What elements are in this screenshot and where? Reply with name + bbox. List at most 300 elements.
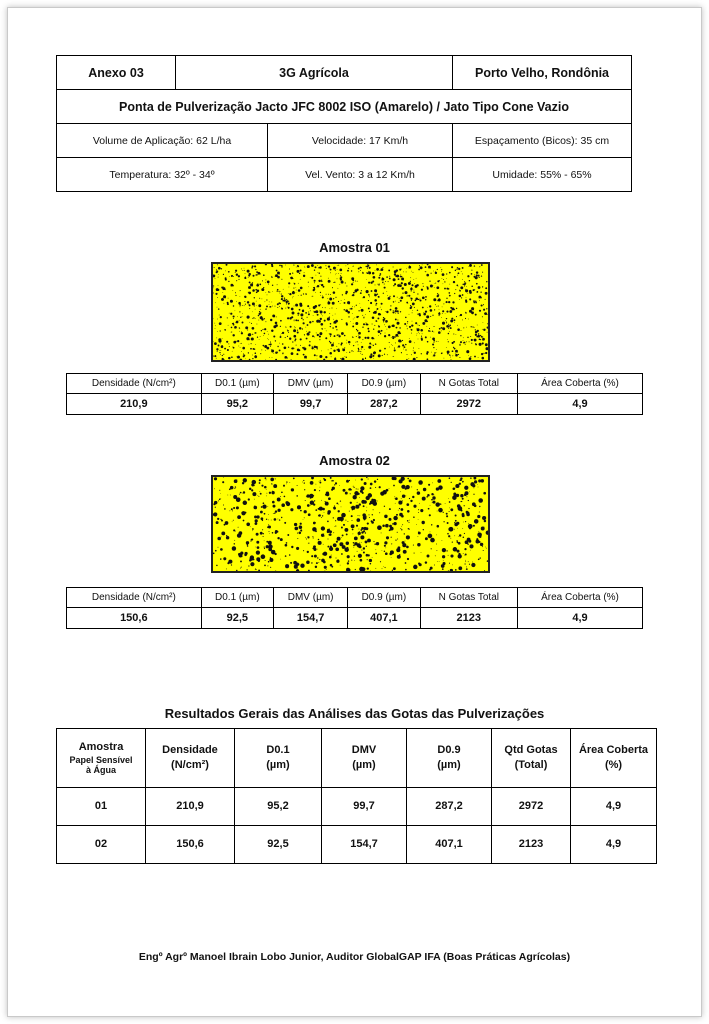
droplet	[392, 523, 394, 525]
droplet	[264, 547, 265, 548]
droplet	[419, 313, 421, 315]
droplet	[375, 320, 377, 322]
droplet	[405, 317, 407, 319]
droplet	[255, 309, 256, 310]
droplet	[341, 553, 343, 555]
droplet	[249, 281, 251, 283]
droplet	[478, 479, 481, 482]
droplet	[466, 566, 467, 567]
droplet	[416, 328, 417, 329]
droplet	[378, 313, 381, 316]
droplet	[280, 303, 281, 304]
droplet	[315, 292, 316, 293]
droplet	[356, 336, 357, 337]
droplet	[313, 537, 314, 538]
droplet	[287, 357, 288, 358]
droplet	[306, 294, 307, 295]
droplet	[245, 304, 246, 305]
droplet	[481, 297, 482, 298]
droplet	[308, 570, 310, 571]
droplet	[286, 303, 287, 304]
droplet	[348, 268, 349, 269]
droplet	[366, 554, 369, 557]
droplet	[362, 492, 364, 494]
droplet	[272, 306, 273, 307]
droplet	[275, 510, 277, 512]
droplet	[379, 486, 381, 488]
droplet	[370, 353, 372, 355]
droplet	[364, 317, 365, 318]
droplet	[449, 563, 450, 564]
droplet	[268, 339, 269, 340]
droplet	[244, 277, 246, 279]
droplet	[456, 284, 458, 286]
droplet	[331, 307, 332, 308]
droplet	[385, 311, 386, 312]
droplet	[391, 543, 392, 544]
droplet	[422, 296, 425, 299]
results-header-line1: Densidade	[162, 744, 218, 757]
droplet	[237, 316, 238, 317]
droplet	[289, 317, 291, 319]
droplet	[304, 517, 305, 518]
droplet	[314, 336, 315, 337]
droplet	[217, 264, 218, 265]
droplet	[402, 340, 403, 341]
droplet	[433, 356, 434, 357]
droplet	[421, 552, 422, 553]
droplet	[454, 293, 455, 294]
droplet	[274, 553, 276, 555]
droplet	[387, 295, 388, 296]
droplet	[375, 487, 376, 488]
droplet	[381, 268, 384, 271]
sample-2-metrics	[66, 587, 643, 629]
droplet	[361, 351, 362, 352]
droplet	[484, 520, 487, 523]
droplet	[363, 547, 365, 549]
droplet	[393, 356, 394, 357]
droplet	[373, 329, 374, 330]
droplet	[293, 265, 294, 266]
droplet	[263, 335, 264, 336]
droplet	[435, 502, 439, 506]
droplet	[483, 353, 484, 354]
droplet	[308, 332, 309, 333]
droplet	[221, 268, 222, 269]
droplet	[261, 349, 262, 350]
droplet	[341, 281, 344, 284]
droplet	[220, 350, 221, 351]
droplet	[479, 343, 480, 344]
droplet	[360, 292, 362, 294]
droplet	[348, 316, 349, 317]
droplet	[476, 271, 478, 273]
droplet	[267, 331, 268, 332]
droplet	[219, 352, 220, 353]
droplet	[217, 319, 218, 320]
droplet	[442, 568, 444, 570]
droplet	[432, 483, 433, 484]
droplet	[286, 542, 288, 544]
droplet	[409, 520, 410, 521]
droplet	[220, 316, 222, 318]
droplet	[255, 274, 256, 275]
droplet	[339, 334, 340, 335]
droplet	[280, 291, 281, 292]
droplet	[314, 270, 315, 271]
droplet	[215, 355, 216, 356]
droplet	[239, 311, 240, 312]
droplet	[485, 292, 488, 295]
droplet	[300, 345, 301, 346]
droplet	[281, 298, 283, 300]
droplet	[438, 508, 443, 513]
droplet	[255, 344, 256, 345]
droplet	[216, 338, 217, 339]
droplet	[347, 562, 349, 564]
droplet	[386, 311, 388, 313]
droplet	[308, 282, 309, 283]
droplet	[342, 348, 343, 349]
droplet	[472, 562, 473, 563]
droplet	[352, 313, 353, 314]
droplet	[342, 534, 344, 536]
droplet	[485, 547, 486, 548]
droplet	[328, 301, 329, 302]
droplet	[341, 358, 344, 360]
droplet	[224, 303, 225, 304]
droplet	[268, 526, 271, 529]
droplet	[436, 341, 437, 342]
droplet	[302, 309, 303, 310]
droplet	[233, 507, 235, 509]
droplet	[486, 548, 487, 549]
droplet	[296, 319, 297, 320]
results-cell: 92,5	[235, 826, 322, 864]
droplet	[254, 297, 255, 298]
droplet	[305, 327, 306, 328]
droplet	[225, 289, 226, 290]
droplet	[281, 298, 282, 299]
droplet	[319, 355, 322, 358]
droplet	[373, 276, 376, 279]
droplet	[339, 517, 344, 522]
metric-value: 150,6	[67, 608, 202, 629]
droplet	[418, 519, 419, 520]
droplet	[254, 499, 255, 500]
results-header-line1: Qtd Gotas	[504, 744, 558, 757]
droplet	[277, 290, 278, 291]
droplet	[435, 271, 436, 272]
droplet	[418, 269, 420, 271]
droplet	[255, 289, 257, 291]
droplet	[281, 279, 282, 280]
droplet	[382, 280, 383, 281]
droplet	[290, 326, 292, 328]
droplet	[383, 319, 385, 321]
droplet	[385, 548, 386, 549]
droplet	[463, 340, 464, 341]
droplet	[486, 308, 487, 309]
droplet	[215, 507, 216, 508]
droplet	[293, 291, 295, 293]
sample-1-metrics	[66, 373, 643, 415]
droplet	[385, 524, 389, 528]
droplet	[251, 489, 253, 491]
droplet	[278, 519, 279, 520]
droplet	[367, 337, 369, 339]
droplet	[382, 490, 386, 494]
droplet	[227, 317, 228, 318]
droplet	[315, 566, 317, 568]
droplet	[351, 350, 352, 351]
droplet	[227, 303, 229, 305]
droplet	[312, 503, 313, 504]
droplet	[252, 327, 255, 330]
droplet	[232, 521, 233, 522]
droplet	[376, 542, 379, 545]
droplet	[485, 287, 487, 289]
droplet	[463, 522, 464, 523]
droplet	[353, 282, 354, 283]
droplet	[449, 325, 451, 327]
droplet	[382, 355, 383, 356]
droplet	[395, 503, 396, 504]
metric-header: DMV (µm)	[274, 374, 348, 394]
droplet	[353, 486, 354, 487]
droplet	[331, 555, 332, 556]
droplet	[220, 343, 221, 344]
droplet	[480, 335, 481, 336]
droplet	[215, 302, 216, 303]
droplet	[277, 303, 279, 305]
droplet	[259, 284, 261, 286]
droplet	[254, 485, 255, 486]
droplet	[221, 345, 223, 347]
droplet	[379, 283, 380, 284]
droplet	[398, 302, 399, 303]
droplet	[275, 340, 276, 341]
droplet	[423, 286, 424, 287]
droplet	[289, 293, 291, 295]
droplet	[468, 508, 469, 509]
droplet	[380, 307, 381, 308]
droplet	[410, 277, 411, 278]
droplet	[468, 500, 469, 501]
droplet	[461, 271, 462, 272]
droplet	[231, 286, 232, 287]
droplet	[444, 564, 445, 565]
droplet	[306, 331, 307, 332]
droplet	[452, 350, 454, 352]
droplet	[255, 519, 258, 522]
droplet	[417, 491, 420, 494]
droplet	[248, 333, 251, 336]
droplet	[304, 489, 305, 490]
droplet	[407, 510, 410, 513]
droplet	[285, 544, 288, 547]
droplet	[267, 338, 268, 339]
droplet	[264, 333, 266, 335]
droplet	[231, 508, 233, 510]
droplet	[439, 309, 440, 310]
droplet	[223, 504, 224, 505]
droplet	[289, 554, 291, 556]
droplet	[437, 561, 438, 562]
droplet	[270, 478, 274, 482]
droplet	[303, 293, 304, 294]
droplet	[400, 333, 401, 334]
droplet	[310, 481, 314, 485]
droplet	[413, 516, 415, 518]
droplet	[308, 311, 309, 312]
droplet	[321, 314, 322, 315]
droplet	[270, 346, 271, 347]
droplet	[264, 328, 266, 330]
droplet	[327, 495, 328, 496]
droplet	[345, 492, 348, 495]
droplet	[355, 342, 356, 343]
droplet	[412, 496, 414, 498]
droplet	[432, 338, 435, 341]
droplet	[400, 300, 402, 302]
droplet	[487, 323, 488, 324]
droplet	[380, 561, 381, 562]
droplet	[405, 349, 406, 350]
droplet	[395, 301, 396, 302]
droplet	[439, 561, 440, 562]
results-header-line2: (µm)	[266, 759, 290, 771]
droplet	[295, 338, 297, 340]
droplet	[369, 267, 371, 269]
droplet	[397, 284, 400, 287]
droplet	[325, 502, 329, 506]
droplet	[233, 276, 234, 277]
droplet	[277, 509, 280, 512]
droplet	[226, 264, 228, 266]
droplet	[466, 341, 467, 342]
metric-header: N Gotas Total	[420, 588, 517, 608]
droplet	[469, 491, 470, 492]
sample-2-title: Amostra 02	[319, 453, 390, 468]
droplet	[317, 549, 318, 550]
droplet	[469, 357, 472, 360]
droplet	[464, 493, 467, 496]
droplet	[294, 283, 296, 285]
droplet	[314, 489, 316, 491]
droplet	[377, 501, 378, 502]
droplet	[353, 345, 354, 346]
droplet	[361, 500, 365, 504]
droplet	[290, 562, 292, 564]
droplet	[429, 331, 430, 332]
droplet	[250, 288, 251, 289]
droplet	[449, 508, 450, 509]
droplet	[464, 505, 465, 506]
droplet	[322, 307, 323, 308]
droplet	[409, 338, 410, 339]
results-header-line1: DMV	[351, 744, 377, 757]
droplet	[288, 282, 290, 284]
droplet	[297, 563, 299, 565]
results-cell: 154,7	[322, 826, 407, 864]
droplet	[333, 299, 334, 300]
droplet	[393, 567, 396, 570]
droplet	[371, 521, 374, 524]
droplet	[218, 500, 219, 501]
droplet	[318, 334, 319, 335]
droplet	[465, 560, 466, 561]
droplet	[298, 295, 299, 296]
droplet	[217, 537, 221, 541]
droplet	[328, 280, 331, 283]
droplet	[465, 344, 466, 345]
droplet	[321, 351, 322, 352]
metric-header: Densidade (N/cm²)	[67, 588, 202, 608]
droplet	[464, 555, 465, 556]
droplet	[235, 310, 236, 311]
droplet	[241, 351, 242, 352]
droplet	[341, 273, 342, 274]
droplet	[328, 497, 331, 500]
droplet	[260, 353, 261, 354]
droplet	[346, 357, 347, 358]
temperature: Temperatura: 32º - 34º	[57, 158, 268, 192]
droplet	[297, 349, 300, 352]
droplet	[357, 341, 358, 342]
droplet	[466, 350, 469, 353]
droplet	[399, 269, 401, 271]
droplet	[421, 339, 423, 341]
droplet	[418, 480, 423, 485]
droplet	[413, 272, 414, 273]
droplet	[323, 533, 324, 534]
droplet	[341, 527, 343, 529]
droplet	[435, 283, 436, 284]
droplet	[331, 480, 332, 481]
droplet	[340, 565, 341, 566]
droplet	[327, 318, 330, 321]
droplet	[333, 350, 335, 352]
droplet	[314, 354, 316, 356]
droplet	[418, 531, 419, 532]
droplet	[412, 303, 415, 306]
droplet	[366, 266, 367, 267]
droplet	[401, 508, 404, 511]
droplet	[407, 558, 409, 560]
droplet	[277, 276, 280, 279]
droplet	[326, 357, 327, 358]
droplet	[456, 316, 457, 317]
droplet	[446, 301, 448, 303]
sample-1-droplets	[213, 264, 488, 360]
droplet	[401, 529, 402, 530]
droplet	[311, 264, 314, 267]
droplet	[219, 315, 220, 316]
droplet	[239, 494, 240, 495]
droplet	[395, 334, 398, 337]
droplet	[402, 344, 404, 346]
droplet	[281, 491, 283, 493]
droplet	[368, 478, 369, 479]
droplet	[361, 349, 362, 350]
droplet	[360, 353, 361, 354]
droplet	[321, 281, 322, 282]
droplet	[395, 342, 396, 343]
droplet	[369, 355, 372, 358]
droplet	[249, 322, 250, 323]
